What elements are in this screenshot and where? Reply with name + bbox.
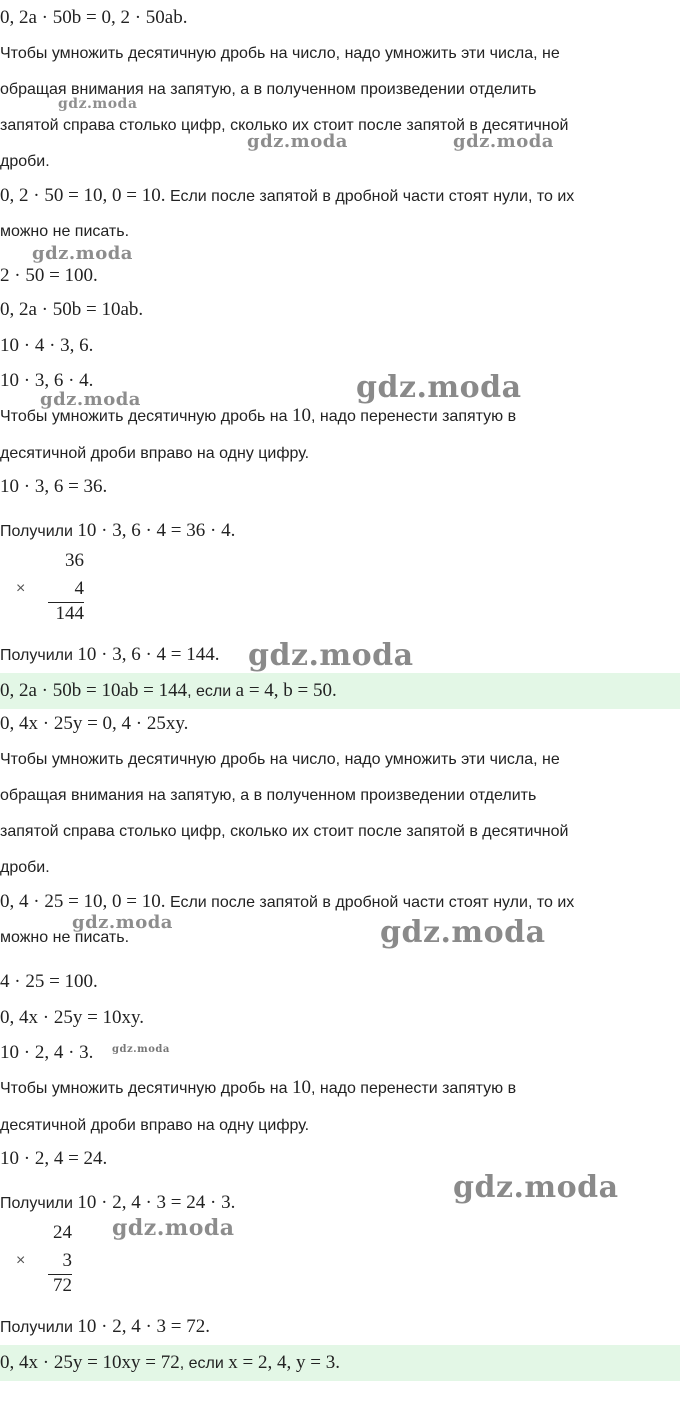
text-line [0,972,680,993]
line-text: Получили [0,1195,78,1212]
line-text: дроби. [0,859,50,876]
column-multiplication-2 [0,1220,72,1300]
math-expression: 2 · 50 = 100. [0,265,98,286]
math-expression: a = 4, b = 50. [235,680,337,701]
line-text: , если [187,683,236,700]
line-text: Получили [0,1319,78,1336]
text-line [0,266,680,287]
math-expression: 10 · 3, 6 = 36. [0,476,108,497]
line-text: Получили [0,647,78,664]
math-expression: 10 [291,1077,311,1098]
multiply-sign: × [16,1252,26,1269]
column-bottom-number: 3 [62,1250,72,1271]
text-line [0,1008,680,1029]
column-result: 72 [53,1275,72,1296]
watermark-logo: gdz.moda [112,1044,170,1055]
line-text: запятой справа столько цифр, сколько их стоит после запятой в десятичной [0,823,569,840]
text-line [0,681,680,702]
watermark-logo: gdz.moda [453,131,554,152]
math-expression: 10 · 3, 6 · 4 = 144. [77,644,220,665]
column-multiplication-1 [4,548,84,628]
text-line [0,477,680,498]
math-expression: 10 · 2, 4 · 3. [0,1042,94,1063]
column-top-number: 24 [53,1222,72,1243]
watermark-logo: gdz.moda [58,96,138,112]
math-expression: 4 · 25 = 100. [0,971,98,992]
text-line [0,521,680,542]
text-line [0,1353,680,1374]
math-expression: 0, 4x · 25y = 10xy. [0,1007,145,1028]
text-line [0,714,680,735]
math-expression: 0, 2a · 50b = 10ab. [0,299,144,320]
text-line [0,1149,680,1170]
math-expression: x = 2, 4, y = 3. [228,1352,340,1373]
math-expression: 0, 2a · 50b = 0, 2 · 50ab. [0,7,188,28]
text-line [0,858,680,878]
line-text: Чтобы умножить десятичную дробь на [0,408,292,425]
column-top-number: 36 [65,550,84,571]
text-line [0,8,680,29]
math-expression: 10 · 2, 4 · 3 = 72. [77,1316,210,1337]
line-text: , если [179,1355,229,1372]
column-result: 144 [55,603,84,624]
watermark-logo: gdz.moda [248,638,414,673]
math-expression: 0, 2a · 50b = 10ab = 144 [0,680,188,701]
watermark-logo: gdz.moda [247,131,348,152]
text-line [0,1317,680,1338]
line-text: Если после запятой в дробной части стоят нули, то их [165,188,575,205]
column-bottom-number: 4 [74,578,84,599]
math-expression: 0, 4 · 25 = 10, 0 = 10. [0,891,166,912]
watermark-logo: gdz.moda [112,1215,235,1241]
line-text: , надо перенести запятую в [310,1080,517,1097]
text-line [0,822,680,842]
math-expression: 0, 4x · 25y = 10xy = 72 [0,1352,180,1373]
text-line [0,152,680,172]
line-text: Если после запятой в дробной части стоят нули, то их [165,894,575,911]
line-text: десятичной дроби вправо на одну цифру. [0,1117,310,1134]
line-text: десятичной дроби вправо на одну цифру. [0,445,310,462]
math-expression: 10 [291,405,311,426]
line-text: Получили [0,523,78,540]
text-line [0,750,680,770]
text-line [0,1116,680,1136]
line-text: можно не писать. [0,929,130,946]
line-text: Чтобы умножить десятичную дробь на число, надо умножить эти числа, не [0,751,560,768]
math-expression: 0, 4x · 25y = 0, 4 · 25xy. [0,713,189,734]
multiply-sign: × [16,580,26,597]
line-text: дроби. [0,153,50,170]
text-line [0,222,680,242]
text-line [0,186,680,207]
math-expression: 10 · 2, 4 · 3 = 24 · 3. [77,1192,236,1213]
math-expression: 10 · 2, 4 = 24. [0,1148,108,1169]
text-line [0,300,680,321]
watermark-logo: gdz.moda [356,370,522,405]
text-line [0,786,680,806]
math-expression: 0, 2 · 50 = 10, 0 = 10. [0,185,166,206]
line-text: , надо перенести запятую в [310,408,517,425]
text-line [0,892,680,913]
watermark-logo: gdz.moda [380,915,546,950]
text-line [0,336,680,357]
line-text: обращая внимания на запятую, а в полученном произведении отделить [0,81,537,98]
line-text: обращая внимания на запятую, а в полученном произведении отделить [0,787,537,804]
text-line [0,1078,680,1099]
line-text: можно не писать. [0,223,130,240]
watermark-logo: gdz.moda [32,243,133,264]
math-expression: 10 · 3, 6 · 4 = 36 · 4. [77,520,236,541]
watermark-logo: gdz.moda [453,1170,619,1205]
text-line [0,1043,680,1064]
watermark-logo: gdz.moda [72,912,173,933]
text-line [0,44,680,64]
math-expression: 10 · 3, 6 · 4. [0,370,94,391]
line-text: Чтобы умножить десятичную дробь на [0,1080,292,1097]
text-line [0,444,680,464]
line-text: запятой справа столько цифр, сколько их стоит после запятой в десятичной [0,117,569,134]
line-text: Чтобы умножить десятичную дробь на число, надо умножить эти числа, не [0,45,560,62]
math-expression: 10 · 4 · 3, 6. [0,335,94,356]
watermark-logo: gdz.moda [40,389,141,410]
